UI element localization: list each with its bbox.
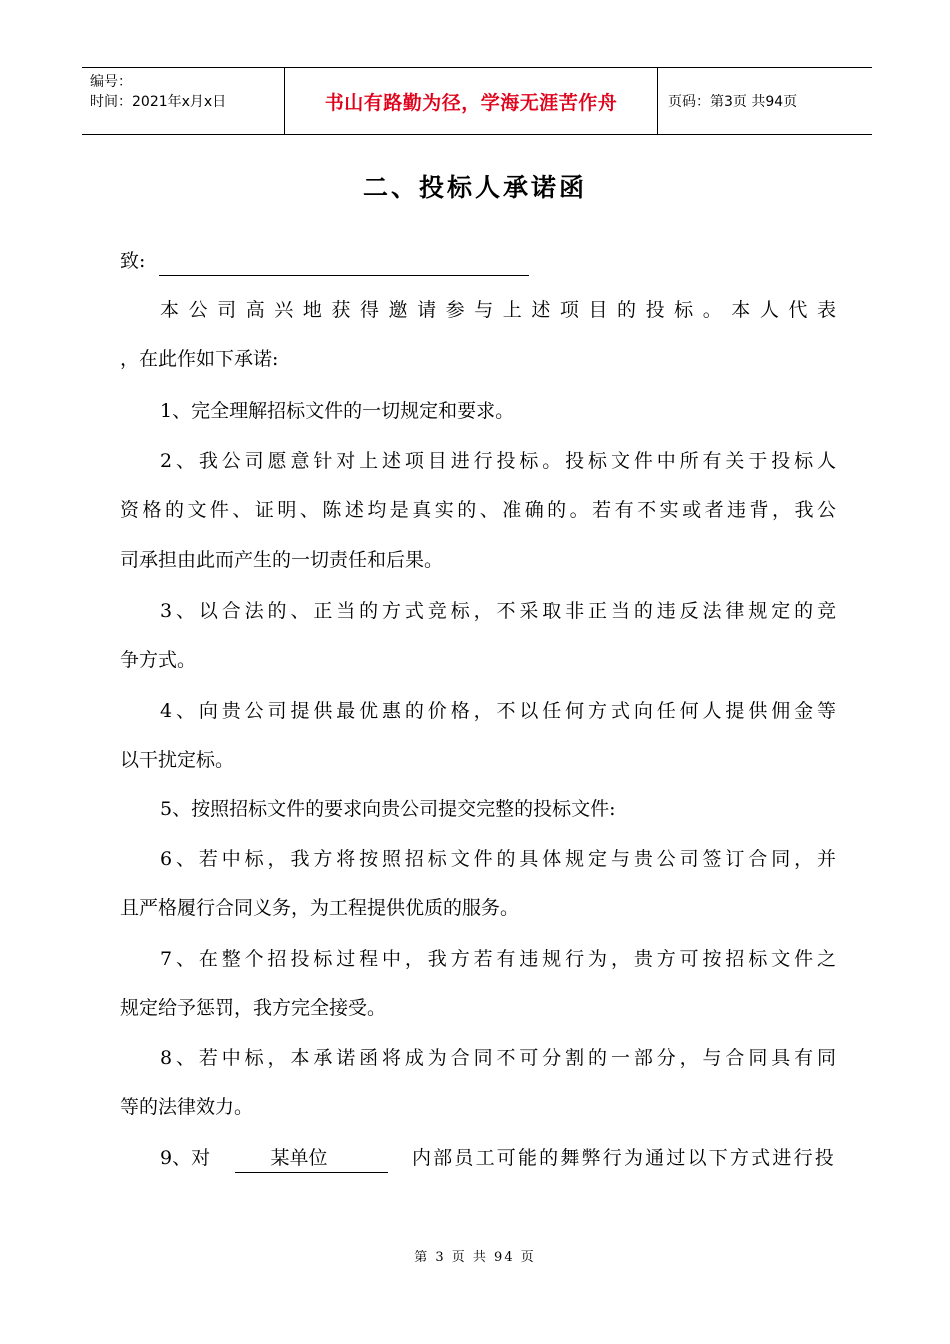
paragraph-line: 争方式。 — [120, 649, 197, 671]
item-9-line — [120, 1143, 836, 1173]
paragraph-line: 本公司高兴地获得邀请参与上述项目的投标。本人代表 — [160, 299, 836, 321]
addressee-blank — [159, 251, 529, 276]
header-motto: 书山有路勤为径，学海无涯苦作舟 — [324, 91, 618, 114]
paragraph-line: 2、我公司愿意针对上述项目进行投标。投标文件中所有关于投标人 — [160, 450, 836, 472]
paragraph-line: 5、按照招标文件的要求向贵公司提交完整的投标文件: — [160, 798, 616, 820]
header-meta — [82, 68, 284, 134]
header-page-code-cell — [658, 68, 872, 134]
item-9-prefix: 9、对 — [160, 1147, 211, 1169]
paragraph-line: 7、在整个招投标过程中，我方若有违规行为，贵方可按招标文件之 — [160, 948, 836, 970]
paragraph-line: 1、完全理解招标文件的一切规定和要求。 — [160, 400, 515, 422]
paragraph-line: 且严格履行合同义务，为工程提供优质的服务。 — [120, 897, 520, 919]
paragraph-line: 3、以合法的、正当的方式竞标，不采取非正当的违反法律规定的竞 — [160, 600, 836, 622]
paragraph-line: 8、若中标，本承诺函将成为合同不可分割的一部分，与合同具有同 — [160, 1047, 836, 1069]
paragraph-line: 以干扰定标。 — [120, 749, 235, 771]
document-title: 二、投标人承诺函 — [362, 173, 587, 202]
document-date: 时间：2021年x月x日 — [90, 94, 227, 110]
addressee-line — [120, 246, 529, 276]
paragraph-line: 等的法律效力。 — [120, 1096, 254, 1118]
header-page-code: 页码：第3页 共94页 — [668, 94, 798, 110]
paragraph-line: 6、若中标，我方将按照招标文件的具体规定与贵公司签订合同，并 — [160, 848, 836, 870]
addressee-label: 致: — [120, 250, 146, 272]
item-9-suffix: 内部员工可能的舞弊行为通过以下方式进行投 — [411, 1147, 836, 1169]
header-motto-cell — [284, 68, 658, 134]
paragraph-line: 司承担由此而产生的一切责任和后果。 — [120, 549, 444, 571]
document-number-label: 编号： — [90, 74, 132, 90]
paragraph-line: 4、向贵公司提供最优惠的价格，不以任何方式向任何人提供佣金等 — [160, 700, 836, 722]
page-footer: 第 3 页 共 94 页 — [414, 1250, 536, 1265]
paragraph-line: 规定给予惩罚，我方完全接受。 — [120, 997, 387, 1019]
header-table — [82, 67, 872, 135]
item-9-filled-blank: 某单位 — [235, 1143, 388, 1173]
paragraph-line: ，在此作如下承诺: — [120, 348, 279, 370]
paragraph-line: 资格的文件、证明、陈述均是真实的、准确的。若有不实或者违背，我公 — [120, 499, 836, 521]
